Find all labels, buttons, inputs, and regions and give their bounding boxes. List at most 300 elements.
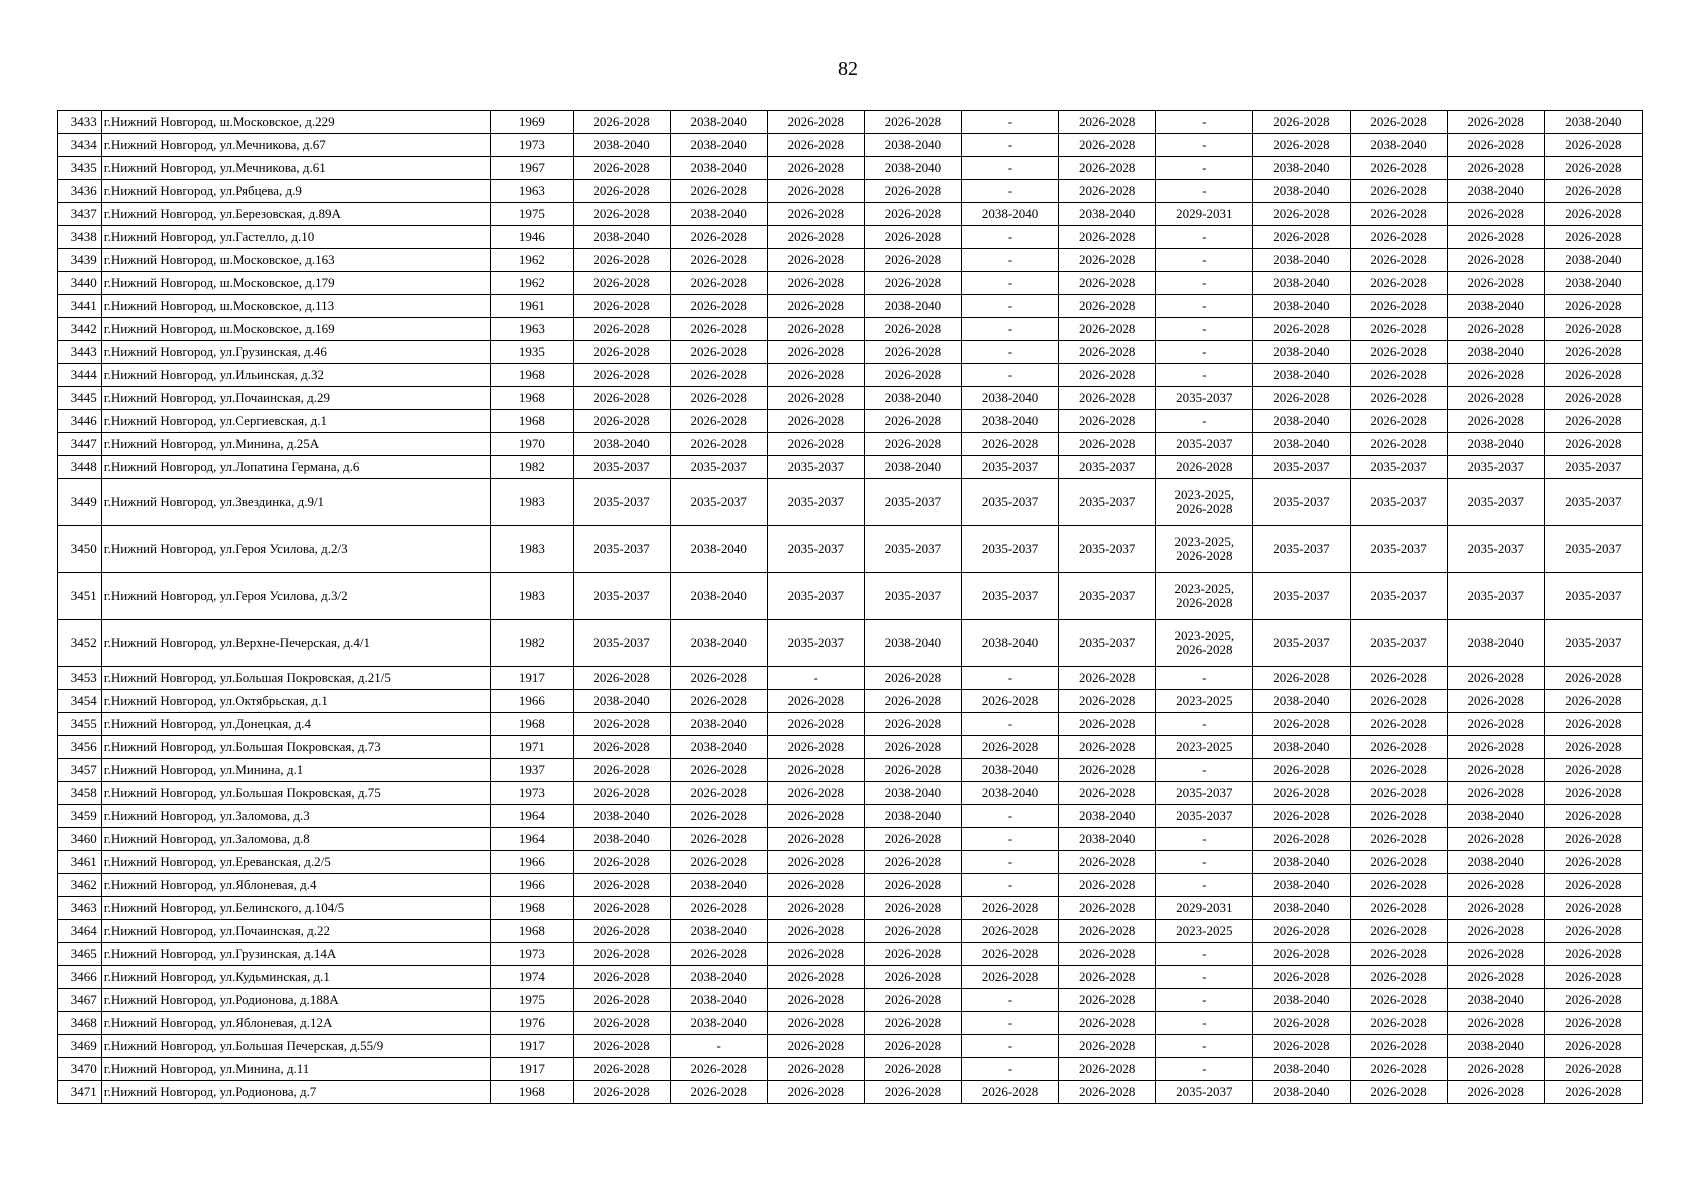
period-cell: 2035-2037 xyxy=(767,526,864,573)
period-cell: 2026-2028 xyxy=(1544,134,1642,157)
period-cell: - xyxy=(962,249,1059,272)
period-cell: 2026-2028 xyxy=(1059,736,1156,759)
period-cell: 2038-2040 xyxy=(1253,157,1350,180)
period-cell: - xyxy=(962,226,1059,249)
address-cell: г.Нижний Новгород, ш.Московское, д.113 xyxy=(101,295,491,318)
period-cell: 2026-2028 xyxy=(767,851,864,874)
period-cell: 2026-2028 xyxy=(1059,920,1156,943)
table-row xyxy=(58,805,1643,828)
period-cell: 2026-2028 xyxy=(1350,713,1447,736)
period-cell: 2026-2028 xyxy=(767,828,864,851)
table-row xyxy=(58,180,1643,203)
period-cell: - xyxy=(962,157,1059,180)
period-cell: 2026-2028 xyxy=(573,387,670,410)
period-cell: 2023-2025 xyxy=(1156,690,1253,713)
period-cell: 2038-2040 xyxy=(1253,989,1350,1012)
table-row xyxy=(58,1081,1643,1104)
period-cell: 2029-2031 xyxy=(1156,897,1253,920)
row-number-cell: 3447 xyxy=(58,433,102,456)
row-number-cell: 3461 xyxy=(58,851,102,874)
period-cell: 2026-2028 xyxy=(573,943,670,966)
period-cell: 2026-2028 xyxy=(670,1058,767,1081)
table-row xyxy=(58,456,1643,479)
period-cell: 2026-2028 xyxy=(573,667,670,690)
period-cell: 2038-2040 xyxy=(1253,295,1350,318)
table-row xyxy=(58,989,1643,1012)
row-number-cell: 3462 xyxy=(58,874,102,897)
year-cell: 1983 xyxy=(491,526,573,573)
period-cell: 2038-2040 xyxy=(670,713,767,736)
period-cell: 2038-2040 xyxy=(1447,295,1544,318)
period-cell: 2038-2040 xyxy=(670,573,767,620)
year-cell: 1968 xyxy=(491,1081,573,1104)
period-cell: 2035-2037 xyxy=(1156,805,1253,828)
period-cell: 2038-2040 xyxy=(962,203,1059,226)
period-cell: 2026-2028 xyxy=(1350,157,1447,180)
period-cell: 2026-2028 xyxy=(1350,249,1447,272)
row-number-cell: 3449 xyxy=(58,479,102,526)
period-cell: 2026-2028 xyxy=(1447,249,1544,272)
period-cell: - xyxy=(1156,1058,1253,1081)
period-cell: 2038-2040 xyxy=(573,828,670,851)
period-cell: - xyxy=(1156,874,1253,897)
period-cell: 2026-2028 xyxy=(962,736,1059,759)
period-cell: 2035-2037 xyxy=(767,620,864,667)
period-cell: 2026-2028 xyxy=(1253,1035,1350,1058)
year-cell: 1935 xyxy=(491,341,573,364)
period-cell: - xyxy=(962,1012,1059,1035)
period-cell: 2026-2028 xyxy=(573,249,670,272)
period-cell: 2026-2028 xyxy=(864,966,961,989)
period-cell: 2038-2040 xyxy=(670,989,767,1012)
period-cell: 2038-2040 xyxy=(1253,410,1350,433)
period-cell: - xyxy=(1156,759,1253,782)
period-cell: 2035-2037 xyxy=(1253,573,1350,620)
period-cell: - xyxy=(962,713,1059,736)
period-cell: 2038-2040 xyxy=(670,920,767,943)
period-cell: 2026-2028 xyxy=(767,966,864,989)
period-cell: 2026-2028 xyxy=(1059,410,1156,433)
period-cell: 2026-2028 xyxy=(1544,318,1642,341)
period-cell: 2035-2037 xyxy=(1447,456,1544,479)
year-cell: 1964 xyxy=(491,828,573,851)
address-cell: г.Нижний Новгород, ш.Московское, д.179 xyxy=(101,272,491,295)
period-cell: 2026-2028 xyxy=(1350,364,1447,387)
year-cell: 1975 xyxy=(491,989,573,1012)
table-row xyxy=(58,249,1643,272)
period-cell: 2026-2028 xyxy=(1544,690,1642,713)
period-cell: 2038-2040 xyxy=(1253,874,1350,897)
period-cell: - xyxy=(1156,1035,1253,1058)
table-row xyxy=(58,620,1643,667)
row-number-cell: 3443 xyxy=(58,341,102,364)
period-cell: 2035-2037 xyxy=(573,479,670,526)
period-cell: 2035-2037 xyxy=(1544,479,1642,526)
row-number-cell: 3434 xyxy=(58,134,102,157)
address-cell: г.Нижний Новгород, ул.Большая Покровская, д.21/5 xyxy=(101,667,491,690)
row-number-cell: 3437 xyxy=(58,203,102,226)
period-cell: 2035-2037 xyxy=(767,479,864,526)
period-cell: 2026-2028 xyxy=(962,897,1059,920)
period-cell: 2026-2028 xyxy=(1059,759,1156,782)
period-cell: 2035-2037 xyxy=(573,620,670,667)
address-cell: г.Нижний Новгород, ул.Яблоневая, д.12А xyxy=(101,1012,491,1035)
period-cell: 2026-2028 xyxy=(573,851,670,874)
period-cell: 2026-2028 xyxy=(1350,667,1447,690)
table-row xyxy=(58,736,1643,759)
address-cell: г.Нижний Новгород, ул.Минина, д.1 xyxy=(101,759,491,782)
table-row xyxy=(58,874,1643,897)
period-cell: 2026-2028 xyxy=(864,433,961,456)
period-cell: - xyxy=(962,989,1059,1012)
period-cell: 2026-2028 xyxy=(1059,111,1156,134)
period-cell: 2026-2028 xyxy=(864,736,961,759)
period-cell: 2026-2028 xyxy=(1059,943,1156,966)
period-cell: 2038-2040 xyxy=(864,805,961,828)
period-cell: 2038-2040 xyxy=(864,134,961,157)
period-cell: 2026-2028 xyxy=(1059,249,1156,272)
period-cell: 2035-2037 xyxy=(864,573,961,620)
row-number-cell: 3467 xyxy=(58,989,102,1012)
period-cell: 2026-2028 xyxy=(1350,759,1447,782)
table-row xyxy=(58,433,1643,456)
period-cell: 2026-2028 xyxy=(1059,318,1156,341)
row-number-cell: 3463 xyxy=(58,897,102,920)
period-cell: 2026-2028 xyxy=(1059,134,1156,157)
period-cell: 2026-2028 xyxy=(1544,759,1642,782)
period-cell: 2038-2040 xyxy=(1447,805,1544,828)
period-cell: 2026-2028 xyxy=(767,1081,864,1104)
period-cell: 2026-2028 xyxy=(1447,1058,1544,1081)
period-cell: 2026-2028 xyxy=(864,690,961,713)
period-cell: 2026-2028 xyxy=(1350,874,1447,897)
period-cell: 2026-2028 xyxy=(670,341,767,364)
period-cell: 2026-2028 xyxy=(1059,364,1156,387)
period-cell: 2026-2028 xyxy=(767,1058,864,1081)
period-cell: 2026-2028 xyxy=(573,966,670,989)
period-cell: 2026-2028 xyxy=(1447,134,1544,157)
period-cell: - xyxy=(962,272,1059,295)
period-cell: 2035-2037 xyxy=(1350,573,1447,620)
period-cell: 2026-2028 xyxy=(864,667,961,690)
table-row xyxy=(58,341,1643,364)
period-cell: 2026-2028 xyxy=(1253,713,1350,736)
period-cell: 2026-2028 xyxy=(1059,897,1156,920)
period-cell: 2038-2040 xyxy=(1253,272,1350,295)
period-cell: 2026-2028 xyxy=(767,249,864,272)
period-cell: 2026-2028 xyxy=(1059,851,1156,874)
address-cell: г.Нижний Новгород, ул.Рябцева, д.9 xyxy=(101,180,491,203)
period-cell: 2038-2040 xyxy=(864,295,961,318)
period-cell: 2026-2028 xyxy=(573,920,670,943)
year-cell: 1963 xyxy=(491,318,573,341)
year-cell: 1968 xyxy=(491,364,573,387)
row-number-cell: 3436 xyxy=(58,180,102,203)
period-cell: 2038-2040 xyxy=(1544,249,1642,272)
period-cell: 2026-2028 xyxy=(1059,713,1156,736)
period-cell: 2026-2028 xyxy=(1544,943,1642,966)
period-cell: 2026-2028 xyxy=(1447,272,1544,295)
year-cell: 1964 xyxy=(491,805,573,828)
period-cell: 2026-2028 xyxy=(670,295,767,318)
period-cell: 2038-2040 xyxy=(1253,1081,1350,1104)
period-cell: 2038-2040 xyxy=(1447,1035,1544,1058)
period-cell: 2026-2028 xyxy=(1253,805,1350,828)
period-cell: 2038-2040 xyxy=(1059,805,1156,828)
period-cell: 2035-2037 xyxy=(1350,620,1447,667)
period-cell: 2026-2028 xyxy=(1447,713,1544,736)
period-cell: 2026-2028 xyxy=(1447,736,1544,759)
period-cell: 2026-2028 xyxy=(1350,805,1447,828)
address-cell: г.Нижний Новгород, ул.Ильинская, д.32 xyxy=(101,364,491,387)
table-row xyxy=(58,1035,1643,1058)
period-cell: 2026-2028 xyxy=(1253,759,1350,782)
period-cell: - xyxy=(962,180,1059,203)
table-row xyxy=(58,759,1643,782)
period-cell: 2026-2028 xyxy=(864,249,961,272)
row-number-cell: 3435 xyxy=(58,157,102,180)
period-cell: 2026-2028 xyxy=(1350,690,1447,713)
period-cell: 2026-2028 xyxy=(1544,989,1642,1012)
period-cell: 2026-2028 xyxy=(767,157,864,180)
period-cell: 2026-2028 xyxy=(1350,318,1447,341)
year-cell: 1982 xyxy=(491,620,573,667)
year-cell: 1966 xyxy=(491,851,573,874)
year-cell: 1975 xyxy=(491,203,573,226)
period-cell: - xyxy=(1156,713,1253,736)
period-cell: 2026-2028 xyxy=(864,920,961,943)
period-cell: 2035-2037 xyxy=(573,573,670,620)
address-cell: г.Нижний Новгород, ул.Звездинка, д.9/1 xyxy=(101,479,491,526)
period-cell: - xyxy=(767,667,864,690)
period-cell: 2026-2028 xyxy=(1059,1058,1156,1081)
year-cell: 1963 xyxy=(491,180,573,203)
table-row xyxy=(58,364,1643,387)
period-cell: 2026-2028 xyxy=(767,272,864,295)
period-cell: 2026-2028 xyxy=(573,180,670,203)
period-cell: 2038-2040 xyxy=(1253,736,1350,759)
row-number-cell: 3440 xyxy=(58,272,102,295)
year-cell: 1937 xyxy=(491,759,573,782)
period-cell: 2038-2040 xyxy=(962,620,1059,667)
period-cell: 2038-2040 xyxy=(1253,249,1350,272)
period-cell: 2038-2040 xyxy=(573,134,670,157)
year-cell: 1946 xyxy=(491,226,573,249)
period-cell: 2026-2028 xyxy=(1059,226,1156,249)
period-cell: 2035-2037 xyxy=(1447,573,1544,620)
period-cell: 2026-2028 xyxy=(767,134,864,157)
period-cell: 2026-2028 xyxy=(670,667,767,690)
period-cell: 2026-2028 xyxy=(1059,272,1156,295)
period-cell: 2026-2028 xyxy=(1544,203,1642,226)
period-cell: 2026-2028 xyxy=(1059,782,1156,805)
period-cell: 2026-2028 xyxy=(1544,1058,1642,1081)
year-cell: 1973 xyxy=(491,782,573,805)
period-cell: 2026-2028 xyxy=(1350,736,1447,759)
period-cell: 2026-2028 xyxy=(1350,410,1447,433)
period-cell: 2035-2037 xyxy=(962,456,1059,479)
period-cell: 2026-2028 xyxy=(767,989,864,1012)
period-cell: 2035-2037 xyxy=(1253,456,1350,479)
address-cell: г.Нижний Новгород, ул.Заломова, д.8 xyxy=(101,828,491,851)
address-cell: г.Нижний Новгород, ул.Октябрьская, д.1 xyxy=(101,690,491,713)
period-cell: 2026-2028 xyxy=(1447,1081,1544,1104)
period-cell: 2026-2028 xyxy=(767,226,864,249)
period-cell: 2026-2028 xyxy=(670,364,767,387)
period-cell: 2038-2040 xyxy=(1253,433,1350,456)
address-cell: г.Нижний Новгород, ул.Мечникова, д.61 xyxy=(101,157,491,180)
table-row xyxy=(58,966,1643,989)
period-cell: - xyxy=(1156,966,1253,989)
address-cell: г.Нижний Новгород, ул.Грузинская, д.14А xyxy=(101,943,491,966)
period-cell: 2038-2040 xyxy=(1253,851,1350,874)
period-cell: - xyxy=(962,828,1059,851)
period-cell: 2035-2037 xyxy=(767,573,864,620)
period-cell: - xyxy=(1156,410,1253,433)
period-cell: 2038-2040 xyxy=(670,1012,767,1035)
table-row xyxy=(58,203,1643,226)
period-cell: 2026-2028 xyxy=(864,203,961,226)
row-number-cell: 3452 xyxy=(58,620,102,667)
period-cell: 2026-2028 xyxy=(670,851,767,874)
year-cell: 1917 xyxy=(491,667,573,690)
period-cell: 2026-2028 xyxy=(1350,989,1447,1012)
period-cell: 2035-2037 xyxy=(1253,526,1350,573)
period-cell: - xyxy=(962,851,1059,874)
period-cell: 2035-2037 xyxy=(1447,526,1544,573)
period-cell: 2026-2028 xyxy=(1544,874,1642,897)
period-cell: 2026-2028 xyxy=(1350,433,1447,456)
period-cell: - xyxy=(962,667,1059,690)
period-cell: 2026-2028 xyxy=(962,433,1059,456)
period-cell: 2038-2040 xyxy=(1447,341,1544,364)
address-cell: г.Нижний Новгород, ул.Почаинская, д.29 xyxy=(101,387,491,410)
period-cell: 2026-2028 xyxy=(573,874,670,897)
period-cell: 2026-2028 xyxy=(864,226,961,249)
table-row xyxy=(58,111,1643,134)
row-number-cell: 3460 xyxy=(58,828,102,851)
period-cell: - xyxy=(962,134,1059,157)
table-row xyxy=(58,943,1643,966)
period-cell: 2035-2037 xyxy=(962,573,1059,620)
period-cell: 2026-2028 xyxy=(1447,1012,1544,1035)
period-cell: 2026-2028 xyxy=(864,897,961,920)
period-cell: 2038-2040 xyxy=(1544,111,1642,134)
row-number-cell: 3433 xyxy=(58,111,102,134)
period-cell: 2026-2028 xyxy=(1059,295,1156,318)
row-number-cell: 3465 xyxy=(58,943,102,966)
year-cell: 1968 xyxy=(491,410,573,433)
period-cell: 2038-2040 xyxy=(1447,989,1544,1012)
period-cell: 2026-2028 xyxy=(1253,111,1350,134)
period-cell: 2038-2040 xyxy=(1253,1058,1350,1081)
period-cell: 2026-2028 xyxy=(1253,943,1350,966)
period-cell: 2026-2028 xyxy=(670,249,767,272)
period-cell: 2026-2028 xyxy=(1350,828,1447,851)
row-number-cell: 3458 xyxy=(58,782,102,805)
period-cell: 2026-2028 xyxy=(573,203,670,226)
period-cell: 2026-2028 xyxy=(573,736,670,759)
period-cell: 2026-2028 xyxy=(1350,295,1447,318)
period-cell: 2026-2028 xyxy=(670,433,767,456)
period-cell: 2026-2028 xyxy=(962,920,1059,943)
period-cell: 2035-2037 xyxy=(573,456,670,479)
address-cell: г.Нижний Новгород, ул.Большая Покровская, д.75 xyxy=(101,782,491,805)
table-row xyxy=(58,690,1643,713)
period-cell: 2035-2037 xyxy=(1059,479,1156,526)
period-cell: 2035-2037 xyxy=(1253,479,1350,526)
period-cell: 2026-2028 xyxy=(573,364,670,387)
period-cell: 2026-2028 xyxy=(864,111,961,134)
address-cell: г.Нижний Новгород, ул.Лопатина Германа, д.6 xyxy=(101,456,491,479)
period-cell: 2026-2028 xyxy=(864,272,961,295)
period-cell: 2023-2025 xyxy=(1156,736,1253,759)
period-cell: 2035-2037 xyxy=(864,526,961,573)
period-cell: 2026-2028 xyxy=(1544,180,1642,203)
period-cell: 2026-2028 xyxy=(767,180,864,203)
period-cell: 2026-2028 xyxy=(1447,203,1544,226)
period-cell: - xyxy=(1156,157,1253,180)
period-cell: 2026-2028 xyxy=(864,180,961,203)
period-cell: - xyxy=(670,1035,767,1058)
period-cell: 2026-2028 xyxy=(1544,851,1642,874)
period-cell: 2026-2028 xyxy=(767,203,864,226)
period-cell: 2026-2028 xyxy=(573,272,670,295)
period-cell: 2026-2028 xyxy=(1059,966,1156,989)
period-cell: 2026-2028 xyxy=(767,364,864,387)
period-cell: 2035-2037 xyxy=(962,526,1059,573)
period-cell: 2026-2028 xyxy=(670,318,767,341)
address-cell: г.Нижний Новгород, ул.Гастелло, д.10 xyxy=(101,226,491,249)
period-cell: 2026-2028 xyxy=(1350,203,1447,226)
year-cell: 1968 xyxy=(491,713,573,736)
period-cell: 2026-2028 xyxy=(1544,1012,1642,1035)
year-cell: 1973 xyxy=(491,134,573,157)
address-cell: г.Нижний Новгород, ул.Минина, д.25А xyxy=(101,433,491,456)
period-cell: 2035-2037 xyxy=(1059,526,1156,573)
period-cell: - xyxy=(962,1035,1059,1058)
period-cell: 2035-2037 xyxy=(1350,479,1447,526)
address-cell: г.Нижний Новгород, ш.Московское, д.229 xyxy=(101,111,491,134)
period-cell: 2035-2037 xyxy=(962,479,1059,526)
row-number-cell: 3448 xyxy=(58,456,102,479)
period-cell: 2026-2028 xyxy=(573,111,670,134)
period-cell: 2026-2028 xyxy=(670,180,767,203)
period-cell: 2026-2028 xyxy=(1059,874,1156,897)
year-cell: 1971 xyxy=(491,736,573,759)
period-cell: 2026-2028 xyxy=(864,318,961,341)
period-cell: 2026-2028 xyxy=(962,1081,1059,1104)
period-cell: 2038-2040 xyxy=(1447,433,1544,456)
year-cell: 1968 xyxy=(491,897,573,920)
period-cell: 2038-2040 xyxy=(573,690,670,713)
period-cell: 2026-2028 xyxy=(1059,180,1156,203)
period-cell: 2026-2028 xyxy=(1350,272,1447,295)
address-cell: г.Нижний Новгород, ул.Белинского, д.104/5 xyxy=(101,897,491,920)
period-cell: 2035-2037 xyxy=(1350,456,1447,479)
row-number-cell: 3445 xyxy=(58,387,102,410)
period-cell: - xyxy=(1156,851,1253,874)
period-cell: 2026-2028 xyxy=(670,943,767,966)
period-cell: 2026-2028 xyxy=(1350,1035,1447,1058)
period-cell: 2035-2037 xyxy=(1253,620,1350,667)
period-cell: - xyxy=(1156,111,1253,134)
period-cell: 2035-2037 xyxy=(1156,433,1253,456)
address-cell: г.Нижний Новгород, ул.Родионова, д.188А xyxy=(101,989,491,1012)
period-cell: 2026-2028 xyxy=(1447,690,1544,713)
period-cell: 2026-2028 xyxy=(767,690,864,713)
period-cell: 2026-2028 xyxy=(573,410,670,433)
